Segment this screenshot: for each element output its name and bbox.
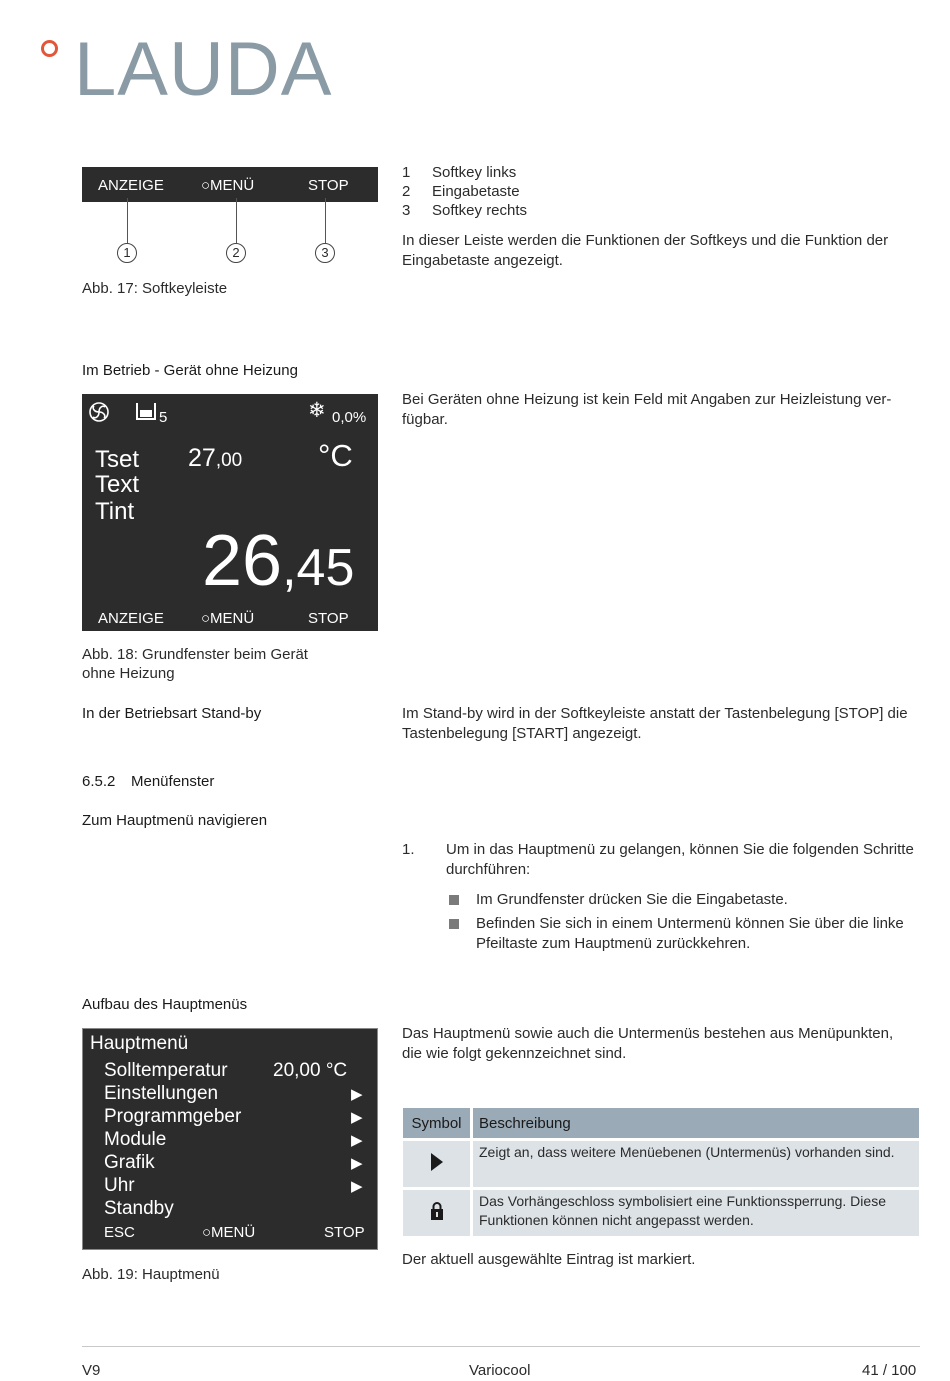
legend-description: In dieser Leiste werden die Funktionen der Softkeys und die Funktion der Eingabetaste angezeigt. <box>402 232 889 269</box>
section-number: 6.5.2 <box>82 773 116 790</box>
step-text: Um in das Hauptmenü zu gelangen, können Sie die folgenden Schritte durchführen: <box>446 841 914 878</box>
menu-title: Hauptmenü <box>90 1033 189 1054</box>
callout-line <box>325 198 326 243</box>
bullet-square-icon <box>449 895 459 905</box>
menu-list <box>83 1060 377 1221</box>
section-heading: Zum Hauptmenü navigieren <box>82 812 268 829</box>
softkey-middle-label: ○MENÜ <box>201 177 255 194</box>
submenu-arrow-icon: ▶ <box>351 1086 363 1103</box>
menu-item[interactable]: Module ▶ <box>104 1129 363 1150</box>
pump-icon <box>88 401 110 423</box>
callout-3: 3 <box>315 243 335 263</box>
bullet-text: Befinden Sie sich in einem Untermenü können Sie über die linke Pfeiltaste zum Hauptmenü zurückkehren. <box>476 915 904 952</box>
text-label: Text <box>95 471 140 498</box>
menu-item[interactable]: Solltemperatur 20,00 °C <box>104 1060 348 1081</box>
logo: LAUDA <box>74 27 333 112</box>
temperature-unit: °C <box>318 438 353 473</box>
submenu-arrow-icon: ▶ <box>351 1132 363 1149</box>
paragraph: Im Stand-by wird in der Softkeyleiste anstatt der Tastenbelegung [STOP] die Tastenbelegung [START] angezeigt. <box>402 705 908 742</box>
callout-line <box>236 198 237 243</box>
softkey-left-label: ANZEIGE <box>98 610 164 627</box>
table-header: Symbol <box>403 1108 470 1138</box>
softkey-left-label: ANZEIGE <box>98 177 164 194</box>
step-number: 1. <box>402 841 415 858</box>
figure-caption: Abb. 18: Grundfenster beim Gerät <box>82 646 308 663</box>
tint-label: Tint <box>95 498 135 525</box>
tset-label: Tset <box>95 446 140 473</box>
tset-value: 27,00 <box>188 444 243 472</box>
logo-ring-icon <box>41 40 58 57</box>
section-heading: Aufbau des Hauptmenüs <box>82 996 248 1013</box>
callout-1: 1 <box>117 243 137 263</box>
section-heading: Im Betrieb - Gerät ohne Heizung <box>82 362 298 379</box>
description-cell: Zeigt an, dass weitere Menüebenen (Untermenüs) vorhanden sind. <box>473 1141 919 1187</box>
paragraph: Das Hauptmenü sowie auch die Untermenüs bestehen aus Menüpunkten, die wie folgt gekennzeichnet sind. <box>402 1025 894 1062</box>
symbol-table <box>400 1105 922 1239</box>
snowflake-icon: ❄ <box>308 399 326 422</box>
legend-item: 2 Eingabetaste <box>402 183 520 200</box>
cooling-output: 0,0% <box>332 409 367 426</box>
menu-item[interactable]: Standby <box>104 1198 174 1219</box>
figure-caption: ohne Heizung <box>82 665 175 682</box>
softkey-bar-figure <box>82 167 378 202</box>
callout-line <box>127 198 128 243</box>
legend-item: 3 Softkey rechts <box>402 202 528 219</box>
bath-level-value: 5 <box>159 409 168 426</box>
bullet-square-icon <box>449 919 459 929</box>
submenu-arrow-icon: ▶ <box>351 1109 363 1126</box>
paragraph: Bei Geräten ohne Heizung ist kein Feld mit Angaben zur Heizleistung ver-fügbar. <box>402 391 892 428</box>
softkey-right-label: STOP <box>324 1224 365 1241</box>
description-cell: Das Vorhängeschloss symbolisiert eine Funktionssperrung. Diese Funktionen können nicht angepasst werden. <box>473 1190 919 1236</box>
figure-caption: Abb. 17: Softkeyleiste <box>82 280 228 297</box>
triangle-right-icon <box>430 1153 444 1171</box>
section-heading: In der Betriebsart Stand-by <box>82 705 262 722</box>
menu-item-value: 20,00 °C <box>273 1060 348 1081</box>
submenu-arrow-icon: ▶ <box>351 1155 363 1172</box>
menu-item[interactable]: Uhr ▶ <box>104 1175 363 1196</box>
softkey-right-label: STOP <box>308 177 349 194</box>
footer-version: V9 <box>82 1362 101 1379</box>
table-header: Beschreibung <box>473 1108 919 1138</box>
table-row <box>403 1141 919 1187</box>
submenu-arrow-icon: ▶ <box>351 1178 363 1195</box>
display-main-menu <box>82 1028 378 1250</box>
figure-caption: Abb. 19: Hauptmenü <box>82 1266 220 1283</box>
padlock-icon <box>430 1202 444 1220</box>
table-row <box>403 1190 919 1236</box>
table-header-row <box>403 1108 919 1138</box>
paragraph: Der aktuell ausgewählte Eintrag ist markiert. <box>402 1251 696 1268</box>
bullet-text: Im Grundfenster drücken Sie die Eingabetaste. <box>476 891 788 908</box>
menu-item[interactable]: Programmgeber ▶ <box>104 1106 363 1127</box>
menu-item[interactable]: Grafik ▶ <box>104 1152 363 1173</box>
softkey-left-label: ESC <box>104 1224 135 1241</box>
legend-item: 1 Softkey links <box>402 164 517 181</box>
symbol-cell <box>403 1190 470 1236</box>
footer-divider <box>82 1346 920 1347</box>
softkey-middle-label: ○MENÜ <box>202 1224 256 1241</box>
menu-item[interactable]: Einstellungen ▶ <box>104 1083 363 1104</box>
callout-2: 2 <box>226 243 246 263</box>
section-title: Menüfenster <box>131 773 215 790</box>
softkey-right-label: STOP <box>308 610 349 627</box>
softkey-middle-label: ○MENÜ <box>201 610 255 627</box>
symbol-cell <box>403 1141 470 1187</box>
bath-level-icon <box>135 401 157 421</box>
actual-temperature: 26,45 <box>202 521 355 601</box>
footer-product: Variocool <box>469 1362 531 1379</box>
page-number: 41 / 100 <box>862 1362 917 1379</box>
display-basic-window <box>82 394 378 631</box>
